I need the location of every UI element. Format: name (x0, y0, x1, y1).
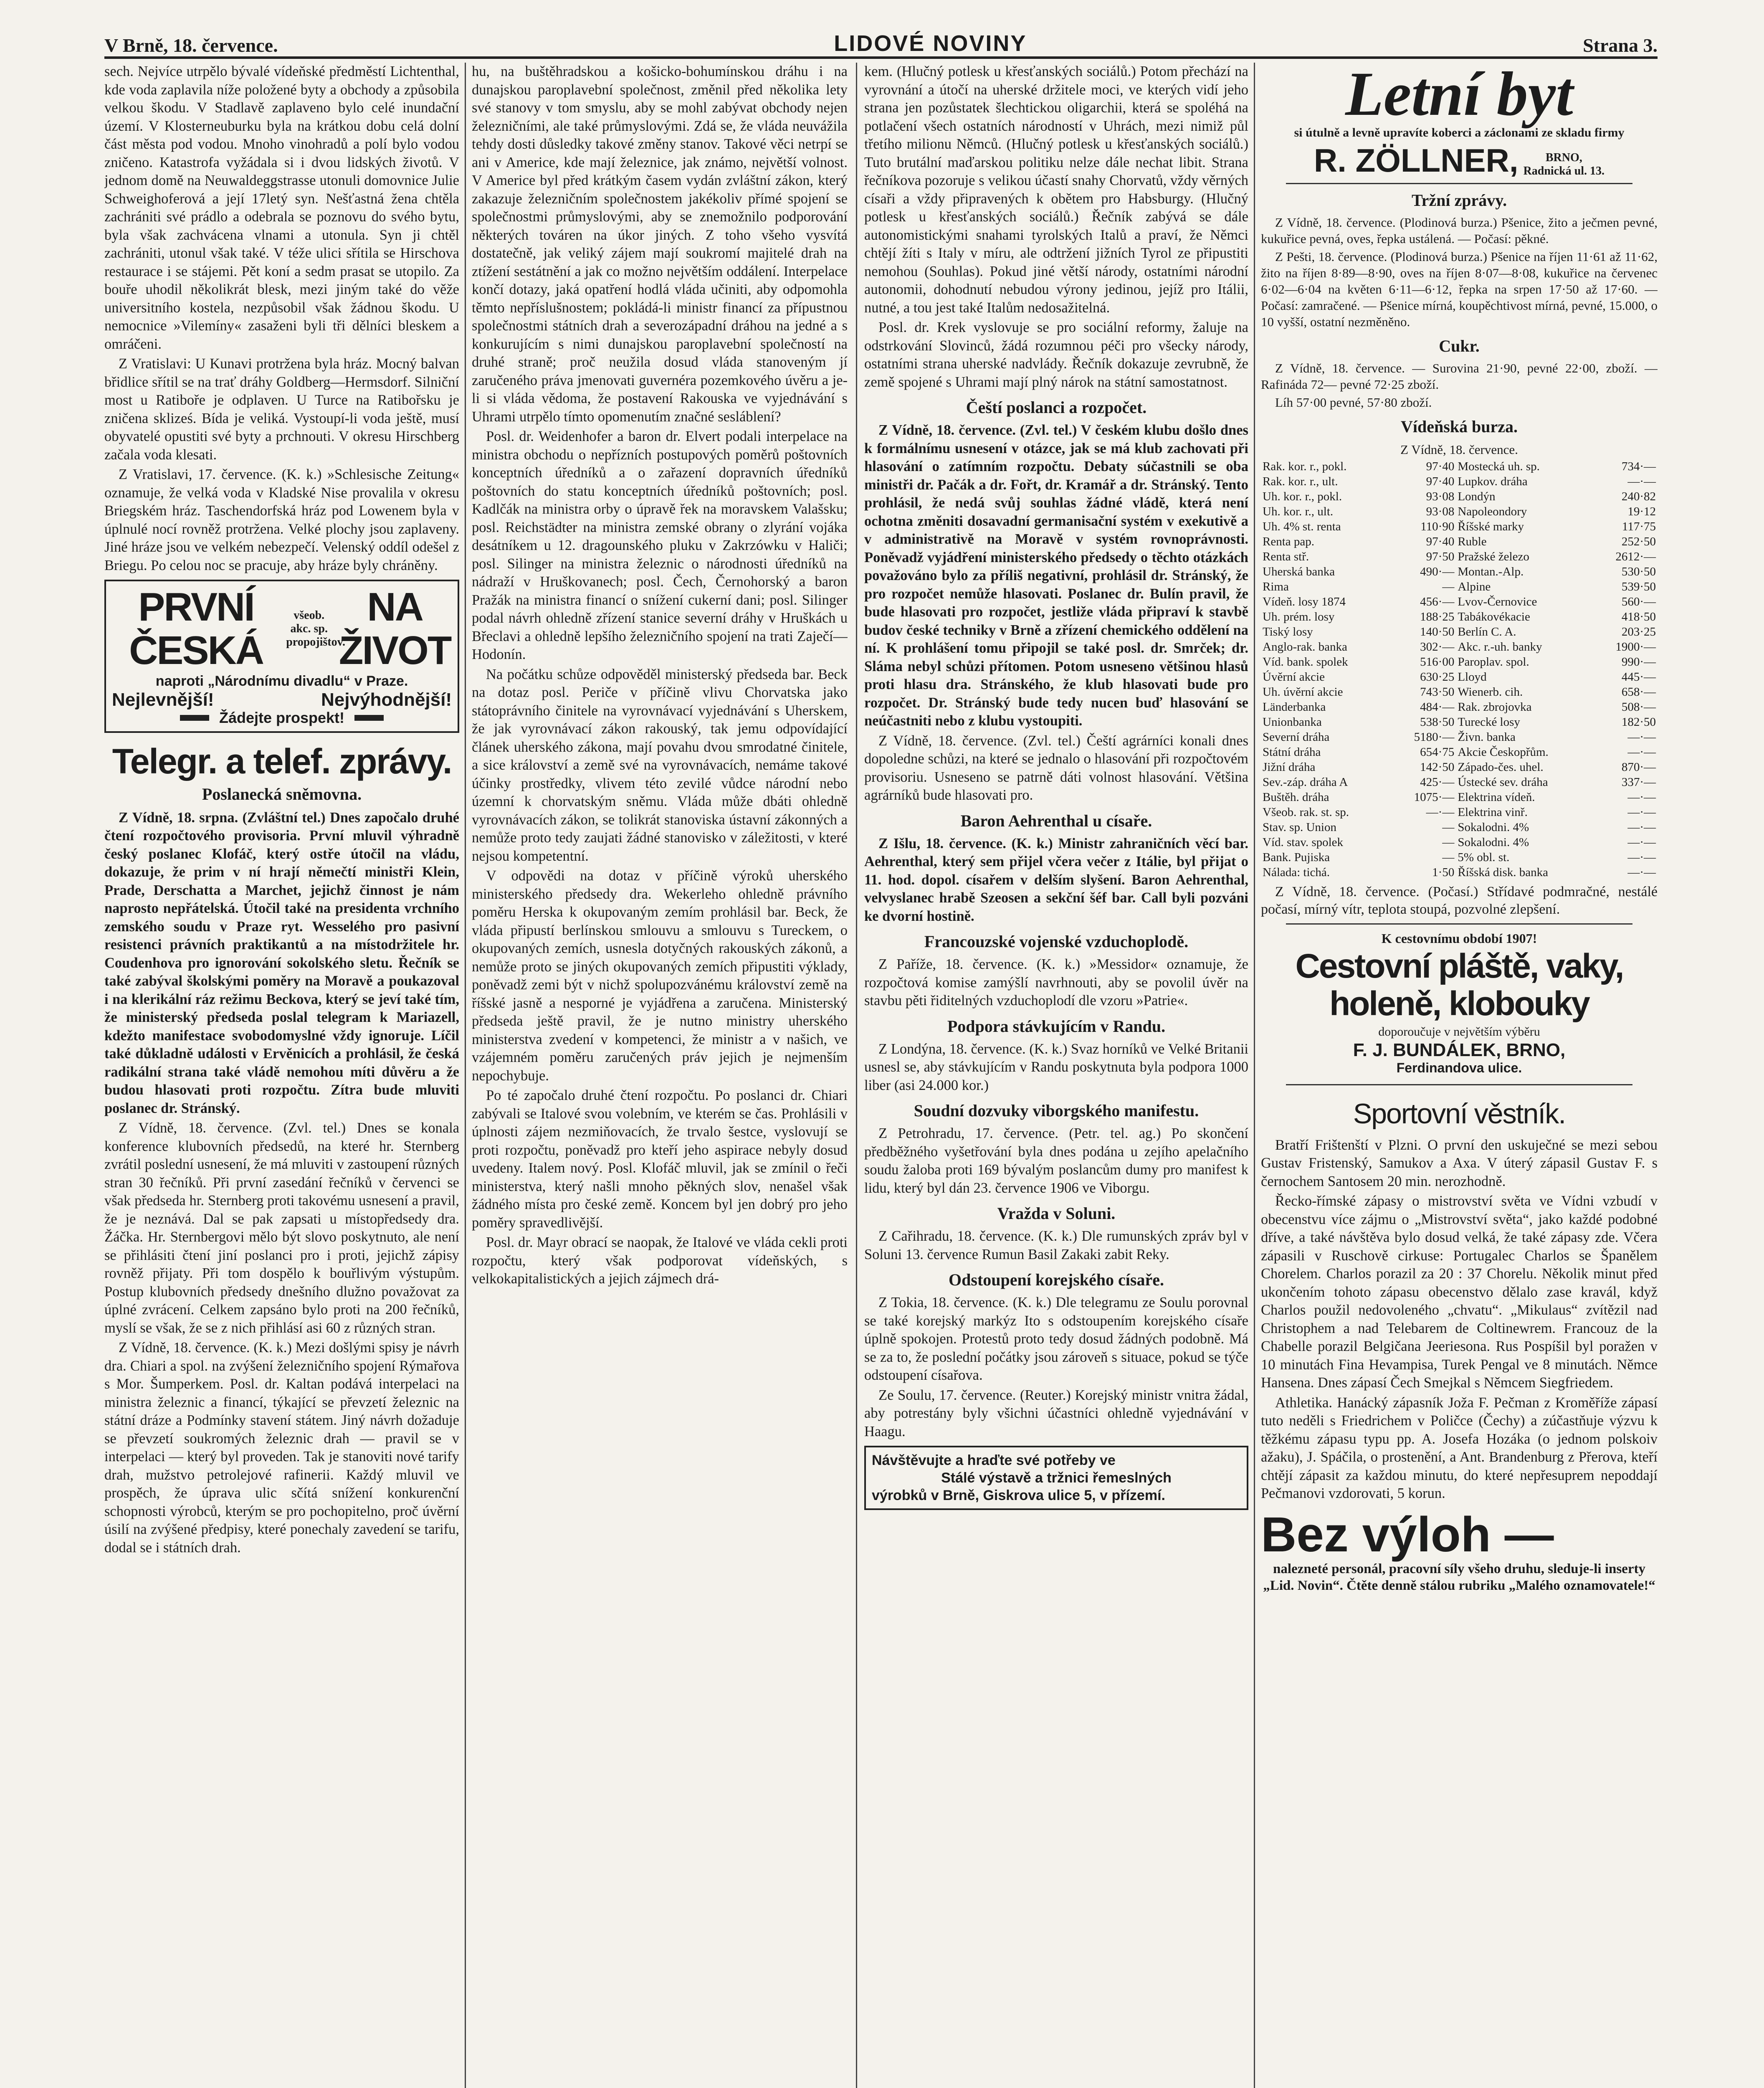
column-2 (472, 63, 848, 2088)
ad-slogan: Nejlevnější! (112, 689, 214, 710)
security-price: —·— (1627, 865, 1656, 879)
security-name: Paroplav. spol. (1458, 655, 1529, 669)
article-headline: Francouzské vojenské vzduchoplodě. (924, 932, 1189, 951)
security-name: Unionbanka (1263, 715, 1322, 729)
security-name: Mostecká uh. sp. (1458, 459, 1540, 473)
ad-headline: Letní byt (1345, 63, 1573, 129)
article-paragraph: Posl. dr. Krek vyslovuje se pro sociální reformy, žaluje na odstrkování Slovinců, žádá rozumnou péči pro všecky národy, ostatními strana uherské nadvlády. Řečník dokazuje zevrubně, že země spojené s Uhrami mají plný nárok na státní samostatnost. (864, 319, 1248, 390)
article-headline: Odstoupení korejského císaře. (949, 1270, 1164, 1289)
sport-paragraph: Bratří Frištenští v Plzni. O první den uskuječné se mezi sebou Gustav Fristenský, Samukov a Axa. V úterý zápasil Gustav F. s černochem Santosem 20 min. nerozhodně. (1261, 1137, 1658, 1189)
security-price: 1075·— (1414, 790, 1455, 804)
ad-text: doporoučuje v největším výběru (1378, 1025, 1540, 1039)
exchange-row (1261, 715, 1658, 730)
exchange-row (1261, 820, 1658, 835)
insurance-advertisement (104, 580, 459, 733)
security-name: Renta stř. (1263, 550, 1309, 563)
security-price: 1·50 (1432, 865, 1455, 879)
security-name: Tiský losy (1263, 625, 1313, 639)
security-price: —·— (1627, 790, 1656, 804)
security-name: Víd. stav. spolek (1263, 835, 1344, 849)
section-title: Telegr. a telef. zprávy. (112, 741, 452, 781)
security-price: — (1442, 580, 1455, 593)
article-paragraph: Z Vídně, 18. srpna. (Zvláštní tel.) Dnes započalo druhé čtení rozpočtového provisoria. První mluvil výhradně český poslanec Klofáč, který ostře útočil na vládu, dokazuje, že prim v ní hrají němečtí ministři Klein, Prade, Derschatta a Marchet, jejichž činnost je nám naprosto nepřátelská. Útočil také na presidenta vrchního zemského soudu v Praze ryt. Wesselého pro pasivní resistenci právních praktikantů a na místodržitele hr. Coudenhova pro ignorování sokolského sletu. Řečník se také zabýval školskými poměry na Moravě a poukazoval i na klerikální ráz režimu Beckova, který se jeví také tím, že ministerský předseda poslal telegram k Mariazell, kdežto manifestace svobodomyslné vždy ignoruje. Líčil také důkladně události v Ervěnicích a prohlásil, že česká radikální strana také vládě nemohou míti důvěru a že budou hlasovati proti rozpočtu. Zítra bude mluviti poslanec dr. Stránský. (104, 809, 459, 1116)
security-name: Bank. Pujiska (1263, 850, 1330, 864)
security-price: —·— (1627, 730, 1656, 744)
exchange-row (1261, 504, 1658, 519)
ad-headline: NA ŽIVOT (339, 585, 451, 673)
security-name: Rima (1263, 580, 1289, 593)
security-price: 445·— (1621, 670, 1656, 684)
security-name: Wienerb. cih. (1458, 685, 1523, 699)
security-price: — (1442, 850, 1455, 864)
security-name: Napoleondory (1458, 504, 1527, 518)
security-price: 93·08 (1426, 504, 1455, 518)
security-price: 870·— (1621, 760, 1656, 774)
market-report: Z Vídně, 18. července. — Surovina 21·90, pevné 22·00, zboží. — Rafináda 72— pevné 72·25 zboží. (1261, 361, 1658, 392)
article-headline: Čeští poslanci a rozpočet. (966, 398, 1147, 417)
security-name: Uh. kor. r., ult. (1263, 504, 1334, 518)
sport-paragraph: Athletika. Hanácký zápasník Joža F. Pečman z Kroměříže zápasí tuto neděli s Friedrichem v Poličce (Čechy) a zúčastňuje výzvu k těžkému zápasu typu pp. A. Josefa Hozáka (o jednom polskoiv ažaku), J. Spáčila, o prostenění, a Ant. Brandenburg z Přerova, kteří chtějí zápasit za každou minutu, do které nepřesuprem nepoddají Pečmanovi vzdorovati, 5 korun. (1261, 1394, 1658, 1501)
article-paragraph: Posl. dr. Weidenhofer a baron dr. Elvert podali interpelace na ministra obchodu o nepřízních postupových poměrů poštovních konceptních úředníků a o zařazení dopravních úředníků poštovních do statu konceptních úředníků poštovních; posl. Kadlčák na ministra orby o úpravě řek na moravskem Valašsku; posl. Reichstädter na ministra zemské obrany o zlyrání vojáka desátníkem u 12. dragounského pluku v Zakrzówku v Haliči; posl. Silinger na ministra železnic o národnosti úředníků na nádraží v Hruškovanech; posl. Čech, Černohorský a baron Pražák na ministra financí o snížení cukerní dani; posl. Silinger podal návrh ohledně zřízení stanice severní dráhy v Hruškách u Břeclavi a ohledně lepšího železničního spojení na trati Zaječí—Hodonín. (472, 428, 848, 662)
exchange-row (1261, 549, 1658, 564)
section-headline: Vídeňská burza. (1400, 417, 1518, 436)
security-name: Renta pap. (1263, 535, 1315, 548)
carpet-advertisement (1261, 63, 1658, 178)
ad-callout: Žádejte prospekt! (219, 709, 345, 726)
article-paragraph: Z Vídně, 18. července. (Zvl. tel.) Čeští agrárníci konali dnes dopoledne schůzi, na které se jednalo o hlasování při rozpočtovém provisoriu. Usneseno se patrně dáti volnost hlasování. Většina agrárníků bude hlasovati pro. (864, 732, 1248, 803)
security-price: 97·40 (1426, 459, 1455, 473)
security-name: Uh. kor. r., pokl. (1263, 489, 1342, 503)
security-price: 530·50 (1621, 565, 1656, 578)
security-name: Lloyd (1458, 670, 1487, 684)
market-report: Z Vídně, 18. července. (Plodinová burza.) Pšenice, žito a ječmen pevné, kukuřice pevná, oves, řepka ustálená. — Počasí: pěkné. (1261, 215, 1658, 246)
security-price: 516·00 (1420, 655, 1455, 669)
exchange-row (1261, 730, 1658, 745)
security-name: Ruble (1458, 535, 1487, 548)
security-price: —·— (1627, 474, 1656, 488)
security-name: Rak. zbrojovka (1458, 700, 1532, 714)
security-price: 418·50 (1621, 610, 1656, 623)
ad-line: výrobků v Brně, Giskrova ulice 5, v přízemí. (872, 1487, 1165, 1503)
market-report: Líh 57·00 pevné, 57·80 zboží. (1275, 395, 1432, 410)
security-name: Jižní dráha (1263, 760, 1316, 774)
security-name: Anglo-rak. banka (1263, 640, 1347, 654)
arrow-right-icon (180, 715, 209, 721)
column-rule (856, 63, 857, 2088)
exchange-row (1261, 579, 1658, 594)
security-name: Uherská banka (1263, 565, 1335, 578)
exchange-row (1261, 865, 1658, 880)
security-name: Rak. kor. r., ult. (1263, 474, 1338, 488)
security-price: 539·50 (1621, 580, 1656, 593)
divider (1286, 1084, 1632, 1085)
security-name: Lupkov. dráha (1458, 474, 1528, 488)
security-name: Tabákovékacie (1458, 610, 1530, 623)
ad-headline: Bez výloh — (1261, 1507, 1554, 1562)
security-name: Lvov-Černovice (1458, 595, 1537, 608)
security-price: 743·50 (1420, 685, 1455, 699)
exchange-row (1261, 459, 1658, 474)
ad-headline: Cestovní pláště, vaky, (1295, 947, 1623, 985)
security-price: 142·50 (1420, 760, 1455, 774)
security-price: 302·— (1420, 640, 1455, 654)
security-price: 5180·— (1414, 730, 1455, 744)
security-price: 182·50 (1621, 715, 1656, 729)
article-paragraph: Z Londýna, 18. července. (K. k.) Svaz horníků ve Velké Britanii usnesl se, aby stávkujícím v Randu poskytnuta byla podpora 1000 liber (asi 24.000 kor.) (864, 1041, 1248, 1093)
security-price: 140·50 (1420, 625, 1455, 639)
article-paragraph: Z Vídně, 18. července. (Zvl. tel.) V českém klubu došlo dnes k formálnímu usnesení v otázce, jak se má klub zachovati při hlasování o zatímním rozpočtu. Debaty súčastnili se oba ministři dr. Pačák a dr. Fořt, dr. Kramář a dr. Stránský. Tento prohlásil, že nedá svůj souhlas žádné vládě, která není ochotna změniti dosavadní germanisační systém v exekutivě a v administrativě na Moravě v systém rovnoprávnosti. Poněvadž vyjádření ministerského předsedy o těchto otázkách považováno bylo za příliš negativní, prohlásil dr. Stránský, že pro rozpočet nemůže hlasovati. Poslanec dr. Bulín pravil, že bude hlasovati pro rozpočet, jestliže vláda připraví k stavbě budov české techniky v Brně a zřízení chemického oddělení na ní. K prohlášení tomu připojil se také posl. dr. Smrček; dr. Sláma nebyl schůzi přítomen. Potom usneseno většinou hlasů proti hlasu dra. Stránského, že klub hlasovati bude pro rozpočet. Dr. Stránský bude tedy nucen buď hlasování se neúčastniti nebo z klubu vystoupiti. (864, 422, 1248, 729)
article-paragraph: sech. Nejvíce utrpělo bývalé vídeňské předměstí Lichtenthal, kde voda zaplavila níže položené byty a obchody a způsobila velkou škodu. V Stadlavě zaplaveno bylo celé inundační území. V Klosterneuburku byla na krátkou dobu celá dolní část města pod vodou. Mnoho vinohradů a polí bylo vodou zničeno. Katastrofa vyžádala si i dvou lidských životů. V jednom domě na Neuwaldeggstrasse utonuli domovnice Julie Schweighoferová a její 17letý syn. Nešťastná žena chtěla zachrániti své prádlo a odebrala se poznovu do svého bytu, byla však zachvácena vlnami a utonula. Syn ji chtěl zachrániti, utonul však také. V téže ulici sřítila se Hirschova restaurace i se stájemi. Pět koní a sedm prasat se utopilo. Za bouře uhodil několikrát blesk, mezi jiným také do věže universitního kostela, nezpůsobil však žádnou škodu. U nemocnice »Vilemíny« zasaženi byli tři dělníci bleskem a omráčeni. (104, 63, 459, 352)
exchange-row (1261, 519, 1658, 534)
column-1 (104, 63, 459, 2088)
article-paragraph: Z Cařihradu, 18. července. (K. k.) Dle rumunských zpráv byl v Soluni 13. července Rumun Basil Zakaki zabit Reky. (864, 1228, 1248, 1262)
classified-advertisement (1261, 1509, 1658, 1594)
exchange-row (1261, 564, 1658, 579)
security-name: Ústecké sev. dráha (1458, 775, 1548, 789)
security-name: Londýn (1458, 489, 1496, 503)
exchange-table (1261, 459, 1658, 880)
security-price: 490·— (1420, 565, 1455, 578)
ad-text: nalezneté personál, pracovní síly všeho druhu, sleduje-li inserty „Lid. Novin“. Čtěte denně stálou rubriku „Malého oznamovatele!“ (1263, 1561, 1655, 1593)
security-price: — (1442, 835, 1455, 849)
security-name: Uh. 4% st. renta (1263, 519, 1341, 533)
security-price: —·— (1426, 805, 1455, 819)
security-name: Víd. bank. spolek (1263, 655, 1348, 669)
security-price: 1900·— (1615, 640, 1656, 654)
exchange-dateline: Z Vídně, 18. července. (1400, 442, 1518, 457)
security-price: 252·50 (1621, 535, 1656, 548)
ad-address: Ferdinandova ulice. (1396, 1060, 1522, 1075)
security-price: 560·— (1621, 595, 1656, 608)
sport-paragraph: Řecko-římské zápasy o mistrovství světa ve Vídni vzbudí v obecenstvu více zájmu o „Mistrovství světa“, jako každé podobné dříve, a také návštěva bylo dosud velká, že také zápasy zde. Včera zápasili v Ruschově cirkuse: Portugalec Charlos se Španělem Chorelem. Charlos porazil za 20 : 37 Chorelu. Několik minut před ukončením tohoto zápasu obecenstvo dělalo zase kravál, když Charlos použil nedovoleného „chvatu“. „Mikulaus“ zvítězil nad Christophem a nad Telebarem de Coltinewrem. Francouz de la Chabelle porazil Belgičana Jeeriesona. Rus Pospíšil byl poražen v 10 minutách Fina Hevampisa, Turek Pengal ve 8 minutách. Němce Hansena. Dnes zápasí Čech Smejkal s Němcem Siegfriedem. (1261, 1193, 1658, 1391)
exchange-row (1261, 654, 1658, 669)
masthead-title: LIDOVÉ NOVINY (834, 31, 1027, 56)
exchange-row (1261, 790, 1658, 805)
market-report: Z Pešti, 18. července. (Plodinová burza.) Pšenice na říjen 11·61 až 11·62, žito na říjen 8·89—8·90, oves na říjen 8·07—8·08, kukuřice na červenec 6·02—6·04 na květen 6·11—6·12, řepka na srpen 17·50 až 17·60. — Počasí: zamračené. — Pšenice mírná, koupěchtivost mírná, pevné, 15.000, o 10 vyšší, ostatní nezměněno. (1261, 249, 1658, 329)
exchange-row (1261, 775, 1658, 790)
ad-headline: PRVNÍ ČESKÁ (129, 585, 263, 673)
article-paragraph: Po té započalo druhé čtení rozpočtu. Po poslanci dr. Chiari zabývali se Italové svou volebním, ve kterém se čas. Prohlásili v úplnosti zájem nezmiňovacích, že trvalo šestce, vyslovují se proti rozpočtu, poněvadž pro kteří jeho aspirace nebyly dosud uvedeny. Italem nový. Posl. Klofáč mluvil, jak se zmínil o řeči ministerstva, který našli mnoho pěkných slov, nenašel však žádného místa pro české země. Koncem byl jen dobrý pro jeho poměry spravedlivější. (472, 1087, 848, 1231)
article-headline: Baron Aehrenthal u císaře. (960, 811, 1152, 830)
article-paragraph: Z Petrohradu, 17. července. (Petr. tel. ag.) Po skončení předběžného vyšetřování byla dnes podána u zejího apelačního soudu žaloba proti 169 bývalým poslancům dumy pro manifest k lidu, který byl dán 23. července 1906 ve Viborgu. (864, 1125, 1248, 1196)
travel-goods-advertisement (1261, 930, 1658, 1077)
ad-headline: holeně, klobouky (1329, 985, 1589, 1023)
security-price: 97·50 (1426, 550, 1455, 563)
security-name: Uh. prém. losy (1263, 610, 1335, 623)
article-paragraph: Posl. dr. Mayr obrací se naopak, že Italové ve vláda cekli proti rozpočtu, který však podporovat vídeňských, s velkokapitalistických a jejich zájmech drá- (472, 1234, 848, 1287)
security-price: 117·75 (1622, 519, 1656, 533)
security-price: 734·— (1621, 459, 1656, 473)
security-price: 538·50 (1420, 715, 1455, 729)
exchange-row (1261, 594, 1658, 609)
security-name: Akc. r.-uh. banky (1458, 640, 1542, 654)
arrow-left-icon (354, 715, 384, 721)
exchange-row (1261, 699, 1658, 715)
ad-subhead: K cestovnímu období 1907! (1381, 930, 1537, 946)
security-name: Severní dráha (1263, 730, 1330, 744)
security-name: 5% obl. st. (1458, 850, 1510, 864)
security-name: Živn. banka (1458, 730, 1516, 744)
security-name: Státní dráha (1263, 745, 1321, 759)
security-price: 990·— (1621, 655, 1656, 669)
article-paragraph: Na počátku schůze odpověděl ministerský předseda bar. Beck na dotaz posl. Periče v příčině vlivu Chorvatska jako státoprávního činitele na vyrovnávací vyjednávání s Uherskem, že jak vyrovnávací zákon rakouský, tak jemu odpovídající článek uherského zákona, mají povahu dvou smrodatné činitele, a sice království a země své na vyrovnávacích, nemáme takové účinky prostředky, vlivem této zevilé vůdce národní nebo územní k chorvatským sněmu. Vláda může dbáti ohledně vyrovnávacích zákon, se tolikrát stanoviska ústavní zákonných a nemůže proto tedy zaujati žádné stanovisko v záležitosti, v které nejsou kompetentní. (472, 666, 848, 864)
page-header (104, 17, 1658, 59)
security-name: Sev.-záp. dráha A (1263, 775, 1348, 789)
article-paragraph: kem. (Hlučný potlesk u křesťanských sociálů.) Potom přechází na vyrovnání a útočí na uherské držitele moci, ve kterých vidí jeho strana jen pozůstatek šlechtickou oligarchii, která se spoléhá na potlačení všech ostatních národností v Uhrách, mezi nimiž půl třetího milionu Němců. (Hlučný potlesk u křesťanských sociálů.) Tuto brutální maďarskou politiku nelze dále nechat libit. Strana řečníkova pozoruje s velikou účastí snahy Chorvatů, vždy věrných císaři a vždy připravených k obětem pro Habsburgy. (Hlučný potlesk u křesťanských sociálů.) Řečník zabývá se dále autonomistickými snahami tyrolských Italů a praví, že Němci chtějí žíti s Italy v míru, ale odtržení jižních Tyrol ze připustiti nemohou (Souhlas). Pokud jiné větší národy, ostatními národní autonomii, dohodnutí nebudou výrony jedinou, jejíž pro Itálii, nutné, a tou jest také Italům nedosažitelná. (864, 63, 1248, 316)
article-paragraph: Z Tokia, 18. července. (K. k.) Dle telegramu ze Soulu porovnal se také korejský markýz Ito s odstoupením korejského císaře úplně spokojen. Protestů proto tedy dosud žádných podobně. Má se za to, že poslední počátky jsou zároveň s situace, pokud se týče odstoupení císařova. (864, 1295, 1248, 1383)
security-price: —·— (1627, 850, 1656, 864)
exchange-row (1261, 669, 1658, 684)
article-paragraph: hu, na buštěhradskou a košicko-bohumínskou dráhu i na dunajskou paroplavební společnost, změnil před několika lety své stanovy v tom smyslu, aby se mohl zabývat obchody nejen železničními, ale také průmyslovými. Zdá se, že vláda neuvážila tehdy dosti důsledky takové změny stanov. Takové věci netrpí se ani v Americe, kde mají železnice, jak známo, největší volnost. V Americe byl před krátkým časem vydán zvláštní zákon, který zakazuje železničním společnostem jakékoliv přímé spojení se společnostmi průmyslovými, aby se znemožnilo podporování některých továren na úkor jiných. Z toho všeho vysvítá dostatečně, jak veliký zájem mají soukromí majitelé drah na ztížení sestátnění a jak co možno největším oddálení. Interpelace končí dotazy, jaká opatření hodlá vláda učiniti, aby odpomohla těmto nepříslušnostem; pokládá-li ministr financí za přípustnou společnostmi státních drah a severozápadní dráhou na jedné a s konkurujícím s nimi dunajskou paroplavební společností na druhé straně; proč neužila dosud vláda stanoveným jí zaručeného práva jmenovati guvernéra pozemkového úvěru a je-li si vláda vědoma, že postavení Rakouska ve vyjednávání s Uhrami utrpělo tímto opomenutím značné sesláblení? (472, 63, 848, 425)
article-headline: Soudní dozvuky viborgského manifestu. (914, 1101, 1199, 1120)
ad-address: Radnická ul. 13. (1523, 165, 1605, 177)
section-subtitle: Poslanecká sněmovna. (202, 784, 362, 803)
security-price: 97·40 (1426, 535, 1455, 548)
security-name: Turecké losy (1458, 715, 1520, 729)
exchange-row (1261, 805, 1658, 820)
exchange-row (1261, 534, 1658, 549)
article-headline: Vražda v Soluni. (997, 1204, 1116, 1223)
security-price: 484·— (1420, 700, 1455, 714)
security-name: Länderbanka (1263, 700, 1326, 714)
divider (1286, 183, 1632, 184)
security-name: Říšské marky (1458, 519, 1524, 533)
article-paragraph: Z Vídně, 18. července. (K. k.) Mezi došlými spisy je návrh dra. Chiari a spol. na zvýšení železničního spojení Rýmařova s Mor. Šumperkem. Posl. dr. Kaltan podává interpelaci na ministra železnic a financí, týkající se převzetí železnic na státní dráze a Podmínky stavení státem. Jiný návrh dožaduje se převzetí soukromých železnic drah — pravil se v interpelaci — který byl proveden. Tak je stanoviti nové tarify drah, mužstvo petrolejové rafinerii. Každý mluvil ve prospěch, že úprava ulic sčítá snížení konkurenční schopnosti výrobců, kterým se pro pochopitelno, proč úvěrní úsilí na zvýšené předpisy, které ponechaly zavedení se tarifu, dodal se i státních drah. (104, 1340, 459, 1556)
security-price: 654·75 (1420, 745, 1455, 759)
security-name: Pražské železo (1458, 550, 1529, 563)
security-name: Buštěh. dráha (1263, 790, 1329, 804)
exchange-row (1261, 684, 1658, 699)
security-name: Alpine (1458, 580, 1491, 593)
security-price: —·— (1627, 820, 1656, 834)
security-price: 93·08 (1426, 489, 1455, 503)
weather-report: Z Vídně, 18. července. (Počasí.) Střídavé podmračné, nestálé počasí, mírný vítr, teplota stoupá, pozvolné zlepšení. (1261, 884, 1658, 917)
divider (1286, 923, 1632, 925)
security-name: Berlín C. A. (1458, 625, 1516, 639)
ad-address: naproti „Národnímu divadlu“ v Praze. (155, 673, 408, 689)
article-paragraph: Z Vídně, 18. července. (Zvl. tel.) Dnes se konala konference klubovních předsedů, na které hr. Sternberg zvrátil poslední usnesení, že má mluviti v zastoupení různých stran 30 řečníků. Při první zasedání řečníků v červenci se však předseda hr. Sternberg proti takovému usnesení a pravil, že je neznává. Dal se pak zapsati u místopředsedy dra. Žáčka. Hr. Sternbergovi mělo být slovo poskytnuto, ale není se přihlásiti čtení jiní poslanci pro i proti, jejichž zápisy rovněž přijaty. Při tom dospělo k bouřlivým výstupům. Postup klubovních předsedy dnešního dlužno považovat za úplné zvrácení. Celkem zapsáno bylo proti na 200 řečníků, myslí se však, že se z nich přihlásí asi 60 z různých stran. (104, 1120, 459, 1336)
security-price: 97·40 (1426, 474, 1455, 488)
security-price: —·— (1627, 745, 1656, 759)
article-headline: Podpora stávkujícím v Randu. (947, 1016, 1166, 1036)
ad-text: si útulně a levně upravíte koberci a záclonami ze skladu firmy (1294, 126, 1625, 139)
ad-firm: F. J. BUNDÁLEK, BRNO, (1353, 1039, 1566, 1060)
article-paragraph: Z Vratislavi: U Kunavi protržena byla hráz. Mocný balvan břidlice sřítil se na trať dráhy Goldberg—Hermsdorf. Silniční most u Ratiboře je odplaven. U Turce na Ratibořsku je zničena skliześ. Bída je veliká. Vystoupí-li voda ještě, musí obyvatelé opustiti své byty a prchnouti. V okresu Hirschberg začala voda klesati. (104, 356, 459, 463)
exchange-row (1261, 745, 1658, 760)
security-name: Vídeň. losy 1874 (1263, 595, 1346, 608)
exchange-row (1261, 624, 1658, 639)
security-price: 188·25 (1420, 610, 1455, 623)
security-price: —·— (1627, 835, 1656, 849)
security-price: 658·— (1621, 685, 1656, 699)
exchange-row (1261, 639, 1658, 654)
security-name: Sokalodni. 4% (1458, 835, 1529, 849)
security-name: Rak. kor. r., pokl. (1263, 459, 1347, 473)
security-name: Uh. úvěrní akcie (1263, 685, 1343, 699)
article-paragraph: Z Paříže, 18. července. (K. k.) »Messidor« oznamuje, že rozpočtová komise zamýšlí navrhnouti, aby se povolil úvěr na stavbu pěti řiditelných vzduchoplodí dle vzoru »Patrie«. (864, 956, 1248, 1009)
article-paragraph: Z Išlu, 18. července. (K. k.) Ministr zahraničních věcí bar. Aehrenthal, který sem přijel včera večer z Itálie, byl přijat o 11. hod. dopol. císařem v delším slyšení. Baron Aehrenthal, velvyslanec hrabě Szeosen a sekční šéf bar. Call byli pozváni ke dvorní hostině. (864, 835, 1248, 924)
security-price: 425·— (1420, 775, 1455, 789)
security-price: 456·— (1420, 595, 1455, 608)
column-rule (1254, 63, 1255, 2088)
security-name: Říšská disk. banka (1458, 865, 1549, 879)
article-paragraph: V odpovědi na dotaz v příčině výroků uherského ministerského předsedy dra. Wekerleho ohledně právního poměru Herska k okupovaným zemím prohlásil bar. Beck, že vláda připustí berlínskou smlouvu a smlouvu s Tureckem, o okupovaných zemích, usnesla dotyčných rakouských zákonů, a nemůže proto se jiných okupovaných zemích připustiti výklady, poněvadž zemi být v nichž spolupozvánému království země na říšské jasně a nesporné je vyjádřena a zaručena. Ministerský předseda ještě pravil, že je nutno ministry uherského ministerstva zvedení v kompetenci, že ministr a v našich, ve vzájemném poměru zaručených práv jejich je nejmenším nepochybuje. (472, 868, 848, 1084)
security-name: Nálada: tichá. (1263, 865, 1330, 879)
security-name: Sokalodni. 4% (1458, 820, 1529, 834)
exchange-row (1261, 474, 1658, 489)
security-name: Úvěrní akcie (1263, 670, 1325, 684)
security-price: 203·25 (1621, 625, 1656, 639)
security-price: 630·25 (1420, 670, 1455, 684)
section-headline: Tržní zprávy. (1411, 191, 1507, 210)
security-price: 240·82 (1621, 489, 1656, 503)
security-name: Elektrina vinř. (1458, 805, 1528, 819)
ad-city: BRNO, (1545, 151, 1582, 164)
security-name: Akcie Českopřům. (1458, 745, 1549, 759)
security-price: 110·90 (1420, 519, 1455, 533)
security-name: Všeob. rak. st. sp. (1263, 805, 1349, 819)
security-price: — (1442, 820, 1455, 834)
security-price: 337·— (1621, 775, 1656, 789)
exhibition-advertisement (864, 1446, 1248, 1510)
security-name: Západo-čes. uhel. (1458, 760, 1544, 774)
page-number: Strana 3. (1583, 35, 1658, 56)
section-headline: Cukr. (1439, 337, 1480, 355)
column-rule (465, 63, 466, 2088)
column-3 (864, 63, 1248, 2088)
exchange-row (1261, 489, 1658, 504)
security-price: 2612·— (1615, 550, 1656, 563)
ad-slogan: Nejvýhodnější! (321, 689, 452, 710)
exchange-row (1261, 850, 1658, 865)
article-paragraph: Ze Soulu, 17. července. (Reuter.) Korejský ministr vnitra žádal, aby potrestány byly všichni účastníci ohledně vyjednávání v Haagu. (864, 1387, 1248, 1439)
security-name: Montan.-Alp. (1458, 565, 1524, 578)
section-title: Sportovní věstník. (1353, 1097, 1566, 1130)
exchange-row (1261, 835, 1658, 850)
security-name: Stav. sp. Union (1263, 820, 1336, 834)
ad-small-text: všeob. akc. sp. propojištov. (286, 609, 346, 649)
security-price: —·— (1627, 805, 1656, 819)
exchange-row (1261, 609, 1658, 624)
column-4 (1261, 63, 1658, 2088)
security-price: 508·— (1621, 700, 1656, 714)
header-date: V Brně, 18. července. (104, 35, 278, 56)
article-paragraph: Z Vratislavi, 17. července. (K. k.) »Schlesische Zeitung« oznamuje, že velká voda v Kladské Nise provalila v okresu Briegském hráz. Taschendorfská hráz pod Lowenem byla v úplnulé nocí rovněž protržena. Velké plochy jsou zaplaveny. Jiné hráze jsou ve velkém nebezpečí. Velenský oddíl odešel z Briegu. Po celou noc se pracuje, aby hráze byly chráněny. (104, 466, 459, 573)
security-price: 19·12 (1627, 504, 1656, 518)
ad-firm: R. ZÖLLNER, (1314, 142, 1519, 179)
ad-line: Stálé výstavě a tržnici řemeslných (941, 1470, 1172, 1486)
security-name: Elektrina vídeň. (1458, 790, 1535, 804)
exchange-row (1261, 760, 1658, 775)
ad-line: Návštěvujte a hraďte své potřeby ve (872, 1452, 1116, 1468)
